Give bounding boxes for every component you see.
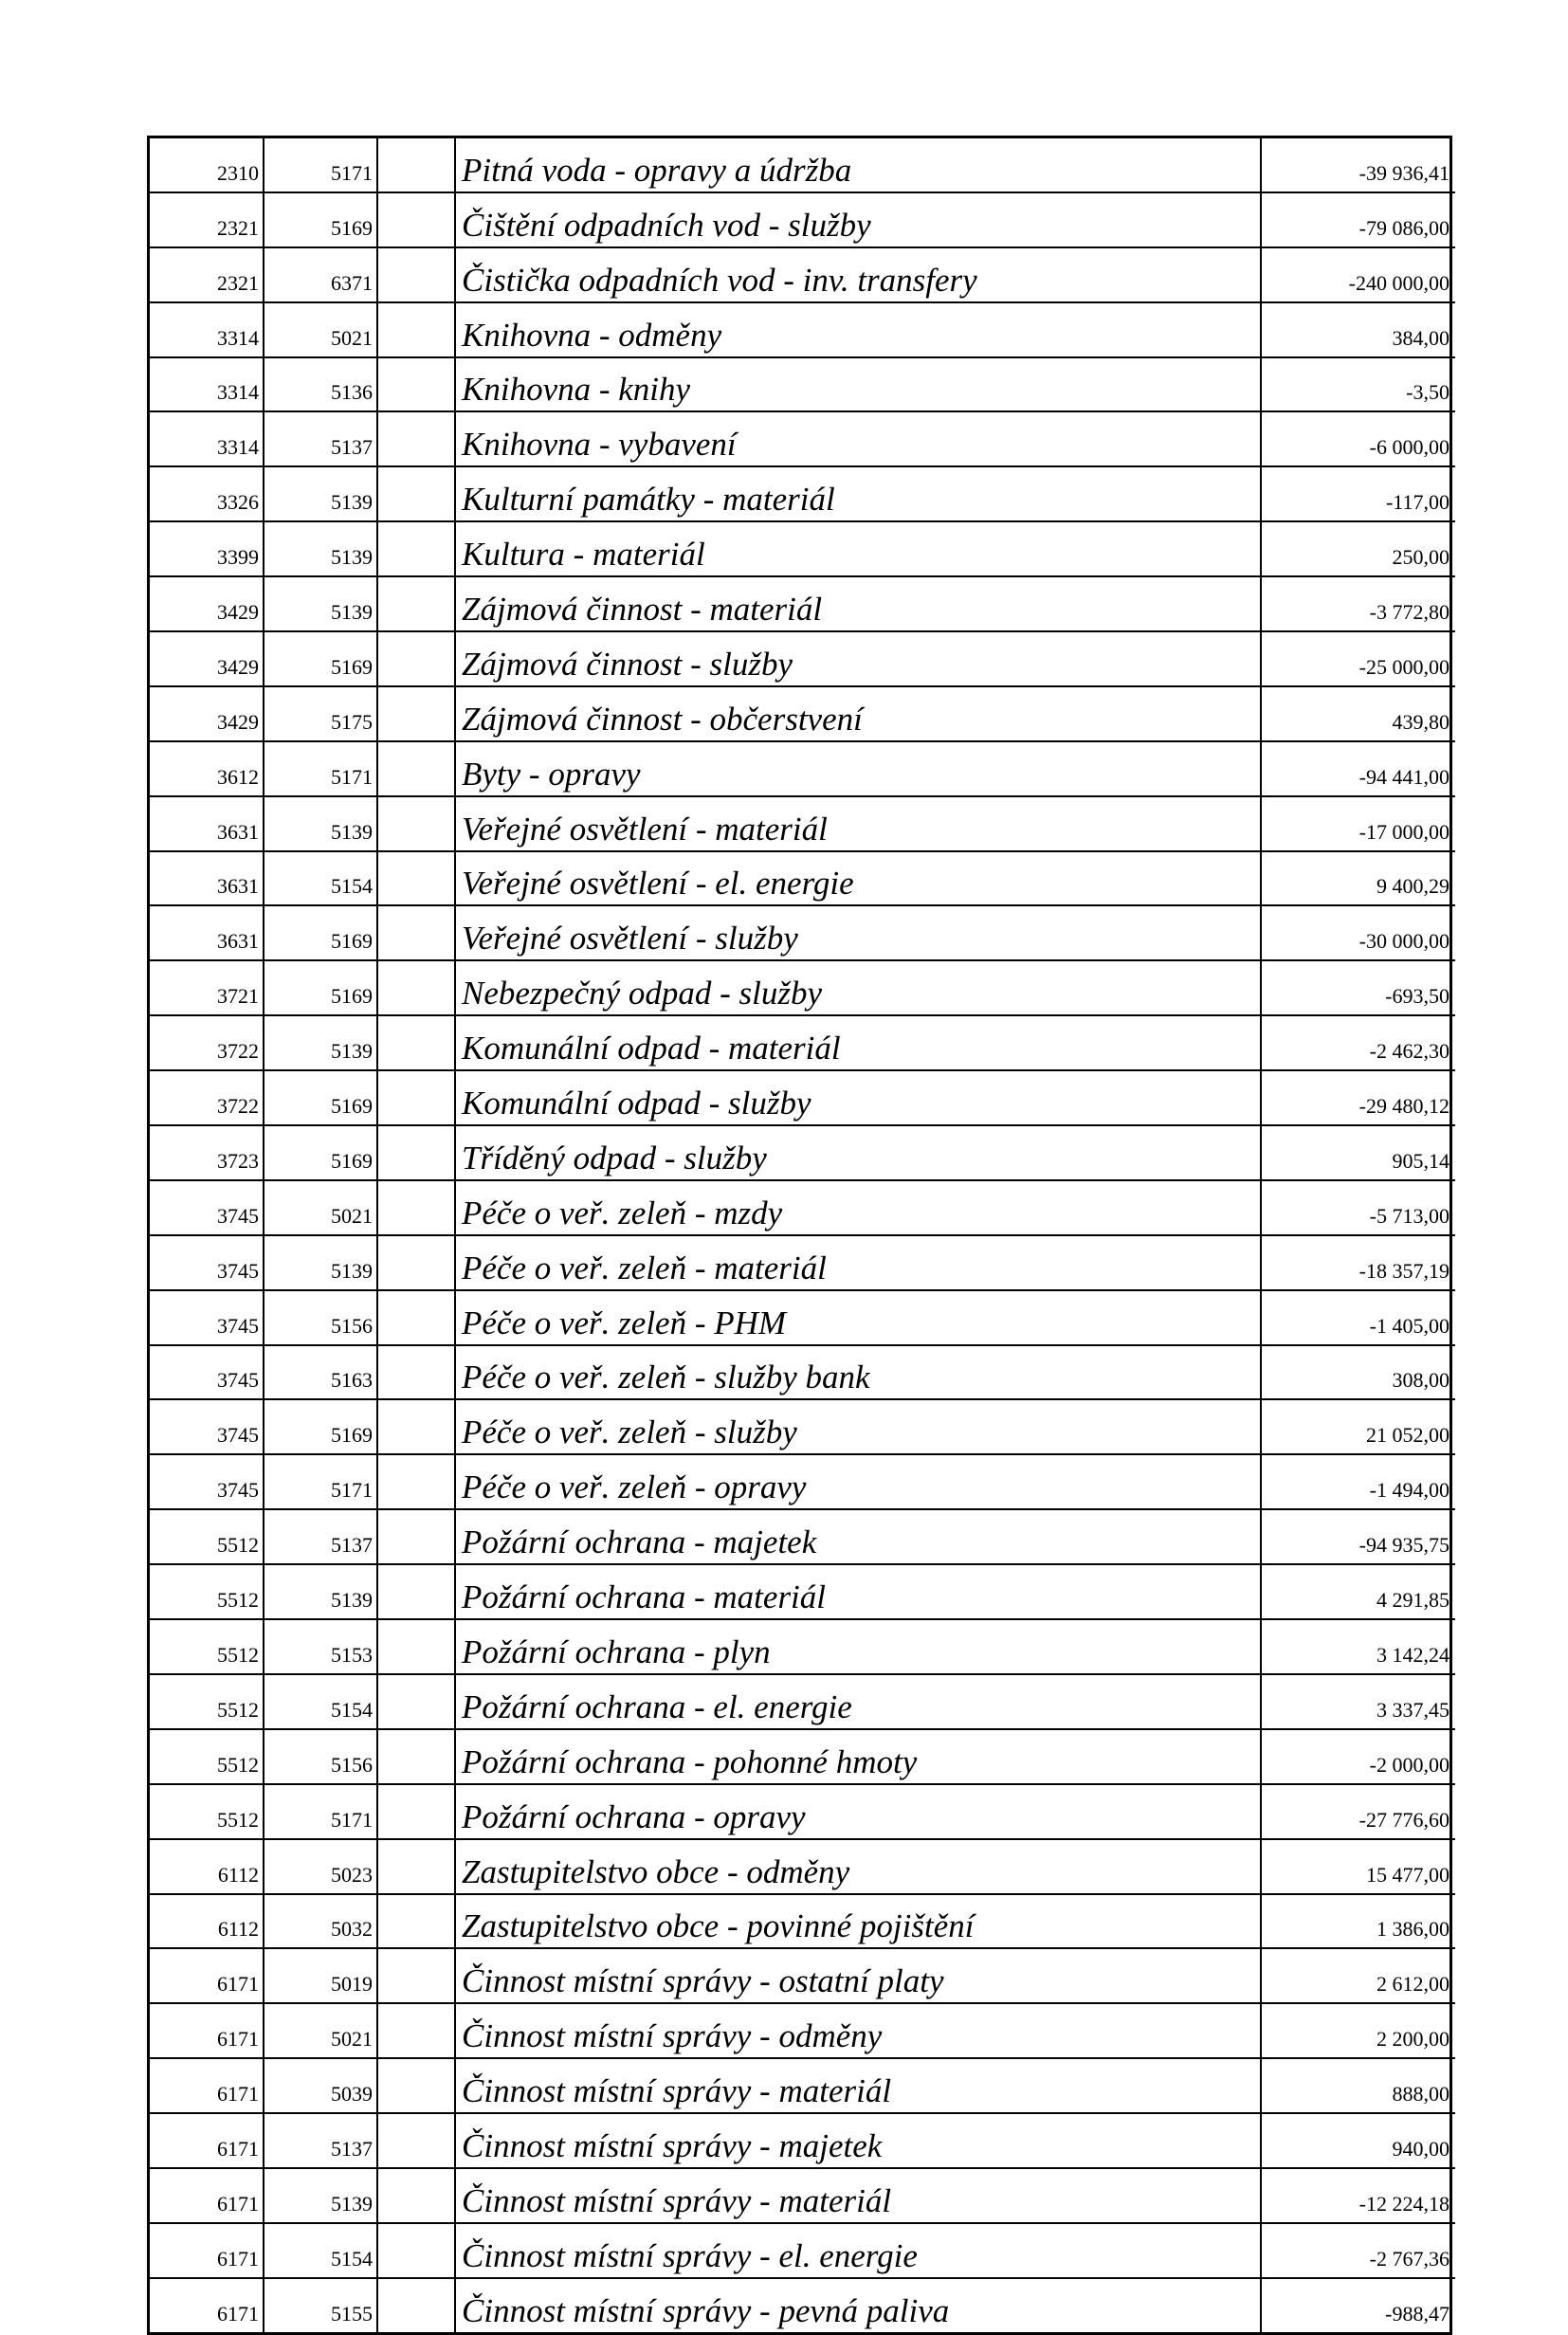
spacer-cell — [377, 1674, 455, 1729]
spacer-cell — [377, 2168, 455, 2223]
table-row — [150, 2058, 1455, 2113]
budget-table-body — [150, 138, 1455, 2332]
spacer-cell — [377, 1894, 455, 1949]
paragraph-cell: 3326 — [150, 466, 264, 521]
paragraph-cell: 3721 — [150, 960, 264, 1015]
table-row — [150, 1674, 1455, 1729]
paragraph-cell: 3631 — [150, 796, 264, 851]
table-row — [150, 1839, 1455, 1894]
amount-cell: -1 405,00 — [1261, 1290, 1455, 1345]
paragraph-cell: 3745 — [150, 1454, 264, 1509]
spacer-cell — [377, 1564, 455, 1619]
item-cell: 5154 — [264, 2223, 377, 2278]
paragraph-cell: 6112 — [150, 1894, 264, 1949]
description-cell: Požární ochrana - materiál — [455, 1564, 1261, 1619]
amount-cell: 9 400,29 — [1261, 851, 1455, 906]
spacer-cell — [377, 466, 455, 521]
item-cell: 5023 — [264, 1839, 377, 1894]
amount-cell: 308,00 — [1261, 1345, 1455, 1400]
amount-cell: 940,00 — [1261, 2113, 1455, 2168]
paragraph-cell: 2321 — [150, 247, 264, 302]
item-cell: 5139 — [264, 1235, 377, 1290]
paragraph-cell: 3631 — [150, 851, 264, 906]
spacer-cell — [377, 1784, 455, 1839]
description-cell: Činnost místní správy - majetek — [455, 2113, 1261, 2168]
amount-cell: -79 086,00 — [1261, 192, 1455, 247]
description-cell: Čištění odpadních vod - služby — [455, 192, 1261, 247]
description-cell: Požární ochrana - plyn — [455, 1619, 1261, 1674]
amount-cell: -6 000,00 — [1261, 411, 1455, 466]
amount-cell: 905,14 — [1261, 1125, 1455, 1180]
description-cell: Požární ochrana - el. energie — [455, 1674, 1261, 1729]
paragraph-cell: 3612 — [150, 741, 264, 796]
table-row — [150, 631, 1455, 686]
spacer-cell — [377, 1454, 455, 1509]
amount-cell: -18 357,19 — [1261, 1235, 1455, 1290]
paragraph-cell: 6171 — [150, 2058, 264, 2113]
amount-cell: 4 291,85 — [1261, 1564, 1455, 1619]
item-cell: 5169 — [264, 1399, 377, 1454]
spacer-cell — [377, 247, 455, 302]
paragraph-cell: 3429 — [150, 631, 264, 686]
description-cell: Veřejné osvětlení - služby — [455, 905, 1261, 960]
table-row — [150, 247, 1455, 302]
paragraph-cell: 5512 — [150, 1784, 264, 1839]
spacer-cell — [377, 138, 455, 192]
amount-cell: -12 224,18 — [1261, 2168, 1455, 2223]
paragraph-cell: 2310 — [150, 138, 264, 192]
description-cell: Zastupitelstvo obce - povinné pojištění — [455, 1894, 1261, 1949]
table-row — [150, 1235, 1455, 1290]
paragraph-cell: 5512 — [150, 1729, 264, 1784]
table-row — [150, 1894, 1455, 1949]
paragraph-cell: 3745 — [150, 1399, 264, 1454]
table-row — [150, 2168, 1455, 2223]
spacer-cell — [377, 1235, 455, 1290]
table-row — [150, 905, 1455, 960]
spacer-cell — [377, 1839, 455, 1894]
amount-cell: 384,00 — [1261, 302, 1455, 357]
table-row — [150, 411, 1455, 466]
item-cell: 5137 — [264, 411, 377, 466]
item-cell: 5156 — [264, 1729, 377, 1784]
table-row — [150, 1399, 1455, 1454]
paragraph-cell: 3745 — [150, 1290, 264, 1345]
amount-cell: 15 477,00 — [1261, 1839, 1455, 1894]
spacer-cell — [377, 357, 455, 412]
spacer-cell — [377, 2113, 455, 2168]
item-cell: 5032 — [264, 1894, 377, 1949]
description-cell: Čistička odpadních vod - inv. transfery — [455, 247, 1261, 302]
spacer-cell — [377, 1729, 455, 1784]
amount-cell: -94 441,00 — [1261, 741, 1455, 796]
amount-cell: -17 000,00 — [1261, 796, 1455, 851]
paragraph-cell: 3745 — [150, 1345, 264, 1400]
item-cell: 5169 — [264, 905, 377, 960]
amount-cell: -25 000,00 — [1261, 631, 1455, 686]
description-cell: Péče o veř. zeleň - mzdy — [455, 1180, 1261, 1235]
paragraph-cell: 3314 — [150, 411, 264, 466]
description-cell: Kultura - materiál — [455, 521, 1261, 576]
description-cell: Knihovna - odměny — [455, 302, 1261, 357]
item-cell: 6371 — [264, 247, 377, 302]
description-cell: Činnost místní správy - el. energie — [455, 2223, 1261, 2278]
description-cell: Péče o veř. zeleň - opravy — [455, 1454, 1261, 1509]
spacer-cell — [377, 851, 455, 906]
amount-cell: 439,80 — [1261, 686, 1455, 741]
amount-cell: -2 767,36 — [1261, 2223, 1455, 2278]
paragraph-cell: 6112 — [150, 1839, 264, 1894]
table-row — [150, 1784, 1455, 1839]
table-row — [150, 1290, 1455, 1345]
amount-cell: 888,00 — [1261, 2058, 1455, 2113]
amount-cell: -3,50 — [1261, 357, 1455, 412]
paragraph-cell: 2321 — [150, 192, 264, 247]
item-cell: 5139 — [264, 521, 377, 576]
amount-cell: -5 713,00 — [1261, 1180, 1455, 1235]
spacer-cell — [377, 686, 455, 741]
item-cell: 5169 — [264, 1125, 377, 1180]
spacer-cell — [377, 905, 455, 960]
paragraph-cell: 5512 — [150, 1509, 264, 1564]
item-cell: 5155 — [264, 2278, 377, 2332]
amount-cell: -2 462,30 — [1261, 1015, 1455, 1070]
amount-cell: -117,00 — [1261, 466, 1455, 521]
spacer-cell — [377, 1345, 455, 1400]
paragraph-cell: 6171 — [150, 2113, 264, 2168]
description-cell: Péče o veř. zeleň - služby — [455, 1399, 1261, 1454]
description-cell: Péče o veř. zeleň - materiál — [455, 1235, 1261, 1290]
paragraph-cell: 3722 — [150, 1070, 264, 1125]
table-row — [150, 466, 1455, 521]
table-row — [150, 1509, 1455, 1564]
table-row — [150, 686, 1455, 741]
item-cell: 5139 — [264, 796, 377, 851]
item-cell: 5175 — [264, 686, 377, 741]
item-cell: 5136 — [264, 357, 377, 412]
paragraph-cell: 6171 — [150, 2168, 264, 2223]
table-row — [150, 302, 1455, 357]
paragraph-cell: 5512 — [150, 1674, 264, 1729]
amount-cell: -39 936,41 — [1261, 138, 1455, 192]
spacer-cell — [377, 1619, 455, 1674]
item-cell: 5156 — [264, 1290, 377, 1345]
description-cell: Komunální odpad - služby — [455, 1070, 1261, 1125]
spacer-cell — [377, 2278, 455, 2332]
item-cell: 5021 — [264, 302, 377, 357]
table-row — [150, 1345, 1455, 1400]
description-cell: Péče o veř. zeleň - služby bank — [455, 1345, 1261, 1400]
item-cell: 5169 — [264, 192, 377, 247]
description-cell: Péče o veř. zeleň - PHM — [455, 1290, 1261, 1345]
item-cell: 5154 — [264, 1674, 377, 1729]
amount-cell: 250,00 — [1261, 521, 1455, 576]
spacer-cell — [377, 1180, 455, 1235]
item-cell: 5021 — [264, 1180, 377, 1235]
amount-cell: -1 494,00 — [1261, 1454, 1455, 1509]
spacer-cell — [377, 2058, 455, 2113]
table-row — [150, 2278, 1455, 2332]
item-cell: 5139 — [264, 2168, 377, 2223]
table-row — [150, 741, 1455, 796]
description-cell: Knihovna - vybavení — [455, 411, 1261, 466]
amount-cell: -988,47 — [1385, 2301, 1449, 2326]
item-cell: 5171 — [264, 1454, 377, 1509]
description-cell: Tříděný odpad - služby — [455, 1125, 1261, 1180]
item-cell: 5171 — [264, 1784, 377, 1839]
paragraph-cell: 3429 — [150, 576, 264, 631]
spacer-cell — [377, 2223, 455, 2278]
description-cell: Nebezpečný odpad - služby — [455, 960, 1261, 1015]
item-cell: 5139 — [264, 1564, 377, 1619]
paragraph-cell: 5512 — [150, 1619, 264, 1674]
spacer-cell — [377, 1948, 455, 2003]
item-cell: 5139 — [264, 466, 377, 521]
spacer-cell — [377, 741, 455, 796]
amount-cell: 3 142,24 — [1261, 1619, 1455, 1674]
table-row — [150, 1564, 1455, 1619]
table-row — [150, 138, 1455, 192]
amount-cell: 21 052,00 — [1261, 1399, 1455, 1454]
budget-table — [150, 138, 1455, 2332]
amount-cell: -30 000,00 — [1261, 905, 1455, 960]
description-cell: Činnost místní správy - materiál — [455, 2058, 1261, 2113]
amount-cell: 2 612,00 — [1261, 1948, 1455, 2003]
paragraph-cell: 6171 — [150, 2278, 264, 2332]
description-cell: Byty - opravy — [455, 741, 1261, 796]
amount-cell: -29 480,12 — [1261, 1070, 1455, 1125]
amount-cell: -27 776,60 — [1261, 1784, 1455, 1839]
paragraph-cell: 3745 — [150, 1235, 264, 1290]
table-row — [150, 521, 1455, 576]
description-cell: Kulturní památky - materiál — [455, 466, 1261, 521]
paragraph-cell: 3631 — [150, 905, 264, 960]
paragraph-cell: 3745 — [150, 1180, 264, 1235]
spacer-cell — [377, 1125, 455, 1180]
paragraph-cell: 6171 — [150, 2223, 264, 2278]
table-row — [150, 1948, 1455, 2003]
table-row — [150, 1015, 1455, 1070]
paragraph-cell: 3722 — [150, 1015, 264, 1070]
description-cell: Činnost místní správy - materiál — [455, 2168, 1261, 2223]
spacer-cell — [377, 1509, 455, 1564]
description-cell: Knihovna - knihy — [455, 357, 1261, 412]
item-cell: 5171 — [264, 741, 377, 796]
item-cell: 5137 — [264, 1509, 377, 1564]
amount-cell: 1 386,00 — [1261, 1894, 1455, 1949]
item-cell: 5139 — [264, 576, 377, 631]
table-row — [150, 192, 1455, 247]
table-row — [150, 960, 1455, 1015]
item-cell: 5021 — [264, 2003, 377, 2058]
description-cell: Komunální odpad - materiál — [455, 1015, 1261, 1070]
budget-table-frame — [147, 136, 1452, 2335]
item-cell: 5169 — [264, 1070, 377, 1125]
spacer-cell — [377, 521, 455, 576]
paragraph-cell: 3399 — [150, 521, 264, 576]
amount-cell: -240 000,00 — [1261, 247, 1455, 302]
description-cell: Činnost místní správy - ostatní platy — [455, 1948, 1261, 2003]
description-cell: Požární ochrana - majetek — [455, 1509, 1261, 1564]
table-row — [150, 1454, 1455, 1509]
table-row — [150, 1619, 1455, 1674]
item-cell: 5039 — [264, 2058, 377, 2113]
paragraph-cell: 3723 — [150, 1125, 264, 1180]
spacer-cell — [377, 302, 455, 357]
description-cell: Požární ochrana - opravy — [455, 1784, 1261, 1839]
paragraph-cell: 6171 — [150, 2003, 264, 2058]
table-row — [150, 357, 1455, 412]
description-cell: Činnost místní správy - pevná paliva — [455, 2278, 1261, 2332]
table-row — [150, 1070, 1455, 1125]
description-cell: Veřejné osvětlení - materiál — [455, 796, 1261, 851]
table-row — [150, 1180, 1455, 1235]
amount-cell: 2 200,00 — [1261, 2003, 1455, 2058]
spacer-cell — [377, 1070, 455, 1125]
amount-cell: -693,50 — [1261, 960, 1455, 1015]
spacer-cell — [377, 192, 455, 247]
table-row — [150, 576, 1455, 631]
description-cell: Zájmová činnost - služby — [455, 631, 1261, 686]
item-cell: 5169 — [264, 960, 377, 1015]
paragraph-cell: 5512 — [150, 1564, 264, 1619]
table-row — [150, 2113, 1455, 2168]
amount-cell: -94 935,75 — [1261, 1509, 1455, 1564]
description-cell: Pitná voda - opravy a údržba — [455, 138, 1261, 192]
paragraph-cell: 3314 — [150, 302, 264, 357]
paragraph-cell: 6171 — [150, 1948, 264, 2003]
amount-cell: -2 000,00 — [1261, 1729, 1455, 1784]
spacer-cell — [377, 631, 455, 686]
item-cell: 5171 — [264, 138, 377, 192]
spacer-cell — [377, 796, 455, 851]
item-cell: 5163 — [264, 1345, 377, 1400]
spacer-cell — [377, 1015, 455, 1070]
description-cell: Zastupitelstvo obce - odměny — [455, 1839, 1261, 1894]
table-row — [150, 851, 1455, 906]
amount-cell: -3 772,80 — [1261, 576, 1455, 631]
table-row — [150, 2003, 1455, 2058]
table-row — [150, 1729, 1455, 1784]
item-cell: 5169 — [264, 631, 377, 686]
spacer-cell — [377, 2003, 455, 2058]
description-cell: Činnost místní správy - odměny — [455, 2003, 1261, 2058]
paragraph-cell: 3429 — [150, 686, 264, 741]
table-row — [150, 796, 1455, 851]
item-cell: 5019 — [264, 1948, 377, 2003]
description-cell: Zájmová činnost - materiál — [455, 576, 1261, 631]
table-row — [150, 2223, 1455, 2278]
item-cell: 5139 — [264, 1015, 377, 1070]
spacer-cell — [377, 411, 455, 466]
amount-cell: 3 337,45 — [1261, 1674, 1455, 1729]
spacer-cell — [377, 960, 455, 1015]
description-cell: Zájmová činnost - občerstvení — [455, 686, 1261, 741]
description-cell: Veřejné osvětlení - el. energie — [455, 851, 1261, 906]
table-row — [150, 1125, 1455, 1180]
item-cell: 5153 — [264, 1619, 377, 1674]
description-cell: Požární ochrana - pohonné hmoty — [455, 1729, 1261, 1784]
item-cell: 5137 — [264, 2113, 377, 2168]
spacer-cell — [377, 1399, 455, 1454]
item-cell: 5154 — [264, 851, 377, 906]
paragraph-cell: 3314 — [150, 357, 264, 412]
spacer-cell — [377, 1290, 455, 1345]
spacer-cell — [377, 576, 455, 631]
